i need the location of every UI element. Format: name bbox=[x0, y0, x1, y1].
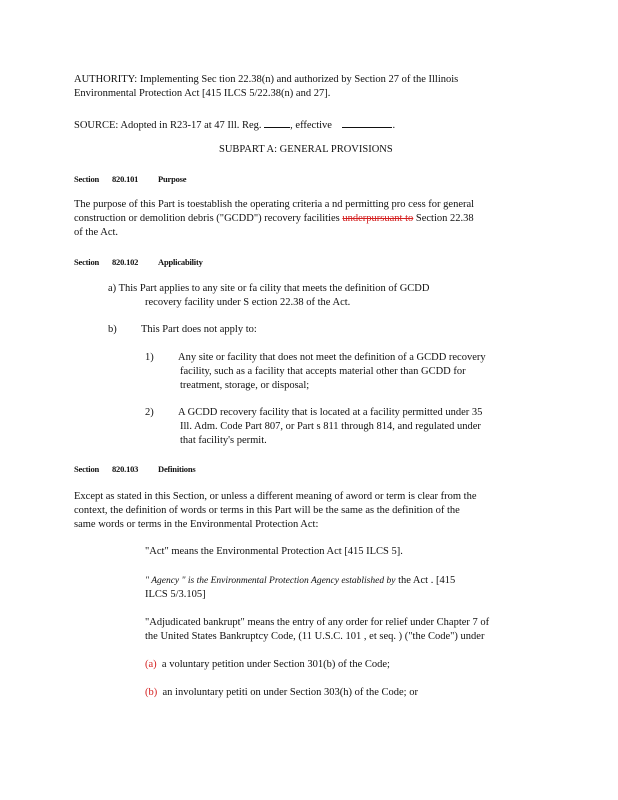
section-label: Section bbox=[74, 174, 100, 184]
definition-item-b bbox=[145, 686, 418, 700]
purpose-line-2-text-a: construction or demolition debris ("GCDD") recovery facilities bbox=[74, 213, 343, 224]
section-label: Section bbox=[74, 464, 100, 474]
subpart-title: SUBPART A: GENERAL PROVISIONS bbox=[219, 144, 393, 155]
source-text-a: SOURCE: Adopted in R23-17 at 47 Ill. Reg. bbox=[74, 120, 262, 131]
source-text-b: , effective bbox=[290, 120, 332, 131]
definition-act: "Act" means the Environmental Protection Act [415 ILCS 5]. bbox=[145, 546, 403, 557]
section-820-102-heading bbox=[74, 257, 274, 269]
applicability-item-1-line-1: Any site or facility that does not meet the definition of a GCDD recovery bbox=[178, 352, 486, 363]
applicability-b-marker: b) bbox=[108, 324, 117, 335]
definition-adjudicated-line-2: the United States Bankruptcy Code, (11 U.S.C. 101 , et seq. ) ("the Code") under bbox=[145, 631, 485, 642]
source-register-page-blank bbox=[264, 117, 290, 128]
source-effective-date-blank bbox=[342, 117, 392, 128]
applicability-item-1-marker: 1) bbox=[145, 352, 154, 363]
definition-item-a bbox=[145, 658, 390, 672]
applicability-item-1-line-3: treatment, storage, or disposal; bbox=[180, 380, 310, 391]
section-title: Definitions bbox=[158, 464, 196, 474]
deleted-text: underpursuant to bbox=[342, 213, 414, 224]
applicability-item-2-marker: 2) bbox=[145, 407, 154, 418]
authority-line-2: Environmental Protection Act [415 ILCS 5/22.38(n) and 27]. bbox=[74, 88, 331, 99]
applicability-item-2-line-2: Ill. Adm. Code Part 807, or Part s 811 through 814, and regulated under bbox=[180, 421, 481, 432]
section-title: Purpose bbox=[158, 174, 187, 184]
purpose-line-2-text-b: Section 22.38 bbox=[413, 213, 474, 224]
source-text-c: . bbox=[392, 120, 396, 131]
definition-agency-italic: " Agency " is the Environmental Protection Agency established by bbox=[145, 576, 396, 586]
definitions-intro-line-3: same words or terms in the Environmental Protection Act: bbox=[74, 519, 319, 530]
section-title: Applicability bbox=[158, 257, 203, 267]
item-b-marker: (b) bbox=[145, 687, 158, 698]
definitions-intro-line-2: context, the definition of words or terms in this Part will be the same as the definition of the bbox=[74, 505, 460, 516]
section-label: Section bbox=[74, 257, 100, 267]
applicability-a-line-1: a) This Part applies to any site or fa cility that meets the definition of GCDD bbox=[108, 283, 430, 294]
authority-line-1: AUTHORITY: Implementing Sec tion 22.38(n) and authorized by Section 27 of the Illinois bbox=[74, 74, 459, 85]
definition-agency-line-2: ILCS 5/3.105] bbox=[145, 589, 206, 600]
definition-agency-tail: the Act . [415 bbox=[395, 575, 456, 586]
definitions-intro-line-1: Except as stated in this Section, or unless a different meaning of aword or term is clear from the bbox=[74, 491, 477, 502]
section-820-101-heading bbox=[74, 174, 274, 186]
applicability-b-text: This Part does not apply to: bbox=[141, 324, 257, 335]
source-line bbox=[74, 117, 395, 133]
section-code: 820.103 bbox=[112, 464, 139, 474]
purpose-line-3: of the Act. bbox=[74, 227, 119, 238]
applicability-item-2-line-1: A GCDD recovery facility that is located at a facility permitted under 35 bbox=[178, 407, 483, 418]
section-code: 820.102 bbox=[112, 257, 139, 267]
applicability-a-line-2: recovery facility under S ection 22.38 of the Act. bbox=[145, 297, 351, 308]
definition-adjudicated-line-1: "Adjudicated bankrupt" means the entry of any order for relief under Chapter 7 of bbox=[145, 617, 490, 628]
applicability-item-1-line-2: facility, such as a facility that accepts material other than GCDD for bbox=[180, 366, 466, 377]
purpose-line-2 bbox=[74, 212, 474, 226]
item-a-text: a voluntary petition under Section 301(b) of the Code; bbox=[161, 659, 390, 670]
section-code: 820.101 bbox=[112, 174, 139, 184]
section-820-103-heading bbox=[74, 464, 274, 476]
item-b-text: an involuntary petiti on under Section 303(h) of the Code; or bbox=[162, 687, 418, 698]
item-a-marker: (a) bbox=[145, 659, 157, 670]
definition-agency-line-1 bbox=[145, 574, 455, 588]
applicability-item-2-line-3: that facility's permit. bbox=[180, 435, 267, 446]
purpose-line-1: The purpose of this Part is toestablish the operating criteria a nd permitting pro cess for general bbox=[74, 199, 475, 210]
